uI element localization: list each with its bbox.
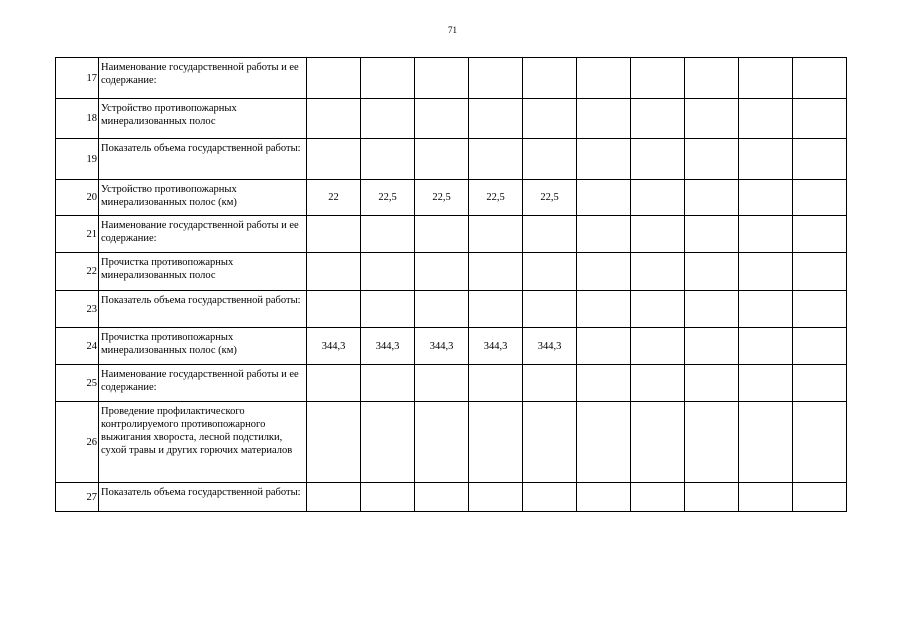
value-cell [307,99,361,139]
value-cell [739,483,793,512]
value-cell [685,483,739,512]
value-cell [577,365,631,402]
value-cell [631,483,685,512]
value-cell: 344,3 [523,328,577,365]
value-cell [739,180,793,216]
value-cell [739,365,793,402]
value-cell [361,216,415,253]
value-cell [577,139,631,180]
value-cell: 22,5 [415,180,469,216]
value-cell [793,253,847,291]
row-label: Проведение профилактического контролируемого противопожарного выжигания хвороста, лесной подстилки, сухой травы и других горючих материалов [99,402,307,483]
value-cell [793,483,847,512]
value-cell [739,291,793,328]
value-cell [469,291,523,328]
value-cell [739,139,793,180]
table-row [56,99,847,139]
value-cell [523,402,577,483]
row-number: 19 [56,139,99,180]
value-cell [631,139,685,180]
data-table [55,57,847,512]
row-label: Наименование государственной работы и ее содержание: [99,58,307,99]
table-row [56,402,847,483]
row-number: 18 [56,99,99,139]
value-cell [577,216,631,253]
value-cell [631,402,685,483]
value-cell [793,139,847,180]
value-cell [361,365,415,402]
value-cell [793,216,847,253]
value-cell [631,216,685,253]
value-cell [307,58,361,99]
value-cell: 344,3 [307,328,361,365]
row-number: 21 [56,216,99,253]
value-cell [361,253,415,291]
value-cell [523,291,577,328]
value-cell [685,291,739,328]
value-cell [469,99,523,139]
value-cell [739,253,793,291]
value-cell [685,216,739,253]
value-cell [415,139,469,180]
value-cell [307,216,361,253]
value-cell [577,402,631,483]
value-cell [631,180,685,216]
value-cell [523,99,577,139]
table-row [56,216,847,253]
row-number: 20 [56,180,99,216]
value-cell [577,58,631,99]
value-cell [739,58,793,99]
value-cell [793,365,847,402]
row-label: Прочистка противопожарных минерализованных полос [99,253,307,291]
row-label: Наименование государственной работы и ее содержание: [99,216,307,253]
value-cell [739,402,793,483]
value-cell [523,253,577,291]
value-cell [793,328,847,365]
value-cell [361,402,415,483]
value-cell [523,365,577,402]
value-cell [577,483,631,512]
value-cell: 22,5 [523,180,577,216]
value-cell: 22,5 [361,180,415,216]
row-number: 23 [56,291,99,328]
row-number: 17 [56,58,99,99]
value-cell [307,291,361,328]
value-cell [793,402,847,483]
value-cell [793,58,847,99]
row-number: 22 [56,253,99,291]
value-cell [577,328,631,365]
value-cell: 344,3 [415,328,469,365]
value-cell [415,483,469,512]
value-cell [793,180,847,216]
value-cell: 344,3 [469,328,523,365]
value-cell [415,58,469,99]
value-cell [793,291,847,328]
value-cell [631,99,685,139]
value-cell [577,99,631,139]
value-cell [793,99,847,139]
value-cell [469,216,523,253]
value-cell [415,216,469,253]
value-cell [415,402,469,483]
row-label: Устройство противопожарных минерализованных полос (км) [99,180,307,216]
value-cell [577,291,631,328]
value-cell [361,483,415,512]
value-cell [469,253,523,291]
row-label: Показатель объема государственной работы: [99,139,307,180]
value-cell: 22,5 [469,180,523,216]
value-cell [685,58,739,99]
value-cell [307,253,361,291]
row-number: 24 [56,328,99,365]
value-cell [307,483,361,512]
value-cell [307,365,361,402]
value-cell [631,253,685,291]
value-cell [361,139,415,180]
page-number: 71 [448,25,457,35]
value-cell [631,365,685,402]
value-cell [307,402,361,483]
table-row [56,139,847,180]
value-cell [577,253,631,291]
row-label: Показатель объема государственной работы: [99,483,307,512]
value-cell [361,291,415,328]
table-row [56,328,847,365]
value-cell [631,328,685,365]
table-row [56,483,847,512]
row-label: Наименование государственной работы и ее содержание: [99,365,307,402]
row-label: Прочистка противопожарных минерализованных полос (км) [99,328,307,365]
value-cell: 344,3 [361,328,415,365]
table-row [56,365,847,402]
row-label: Показатель объема государственной работы: [99,291,307,328]
table-row [56,180,847,216]
table-row [56,253,847,291]
value-cell [685,180,739,216]
value-cell [469,58,523,99]
table-row [56,291,847,328]
value-cell [739,99,793,139]
value-cell [415,291,469,328]
value-cell [469,402,523,483]
value-cell [631,58,685,99]
table-body [56,58,847,512]
value-cell [685,139,739,180]
value-cell [469,483,523,512]
value-cell [523,483,577,512]
value-cell [523,216,577,253]
value-cell [415,365,469,402]
value-cell [685,253,739,291]
value-cell: 22 [307,180,361,216]
row-number: 27 [56,483,99,512]
row-label: Устройство противопожарных минерализованных полос [99,99,307,139]
value-cell [361,99,415,139]
value-cell [631,291,685,328]
value-cell [523,139,577,180]
table-row [56,58,847,99]
value-cell [361,58,415,99]
value-cell [469,365,523,402]
value-cell [523,58,577,99]
value-cell [307,139,361,180]
value-cell [685,328,739,365]
value-cell [415,99,469,139]
value-cell [415,253,469,291]
value-cell [469,139,523,180]
row-number: 26 [56,402,99,483]
value-cell [739,328,793,365]
value-cell [685,365,739,402]
value-cell [577,180,631,216]
value-cell [739,216,793,253]
value-cell [685,99,739,139]
value-cell [685,402,739,483]
row-number: 25 [56,365,99,402]
